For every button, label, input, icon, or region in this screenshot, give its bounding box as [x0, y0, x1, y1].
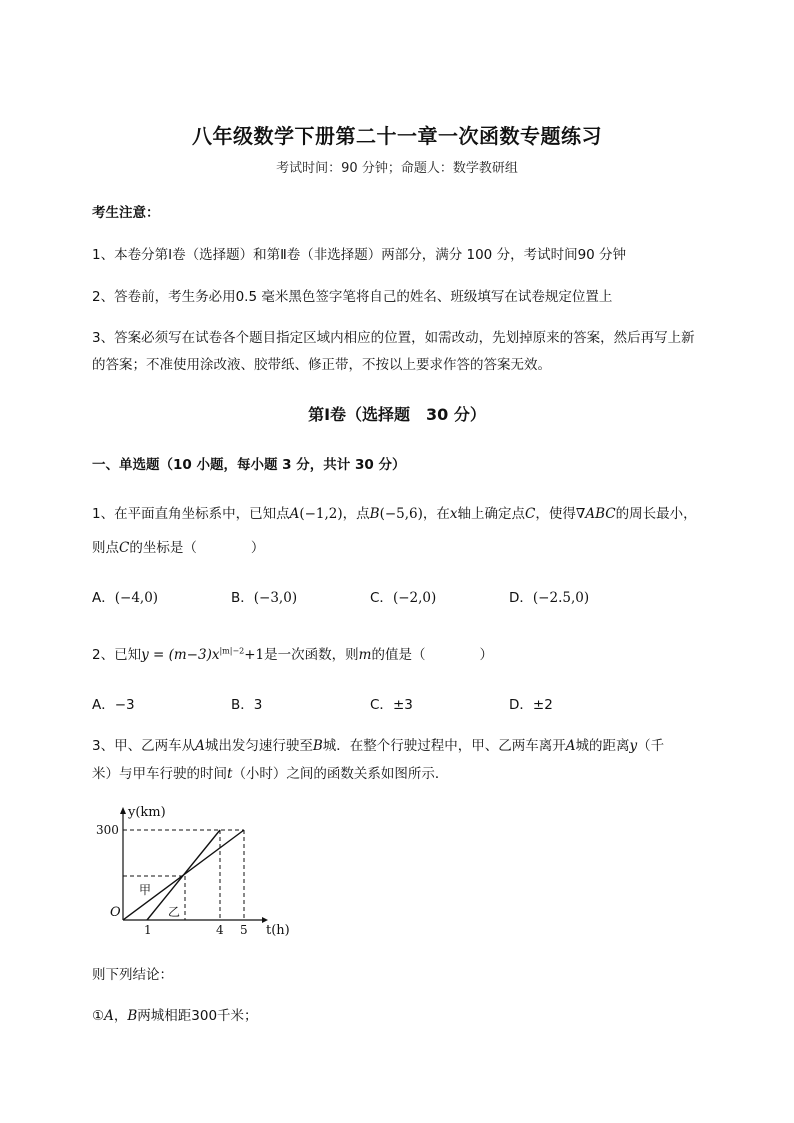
y-axis-arrow — [120, 807, 126, 814]
t-tick-5: 5 — [240, 923, 248, 937]
conclusion-city-b: B — [127, 1008, 138, 1024]
q3-city-b: B — [312, 738, 323, 754]
conclusion-text: 两城相距300千米； — [137, 1008, 258, 1024]
q3-text: 城出发匀速行驶至 — [204, 738, 313, 754]
q2-option-b[interactable]: B．3 — [231, 697, 263, 713]
question-3-line-2 — [92, 762, 448, 782]
conclusion-number: ① — [92, 1008, 105, 1024]
question-2 — [92, 643, 493, 663]
notice-item-1: 1、本卷分第Ⅰ卷（选择题）和第Ⅱ卷（非选择题）两部分，满分 100 分，考试时间90 分钟 — [92, 247, 627, 263]
conclusion-city-a: A — [104, 1008, 114, 1024]
q3-text: 3、甲、乙两车从 — [92, 738, 196, 754]
q3-var-t: t — [227, 766, 233, 782]
q2-expression-tail: +1 — [244, 647, 265, 663]
q3-text: 城．在整个行驶过程中，甲、乙两车离开 — [322, 738, 566, 754]
distance-time-graph — [92, 802, 302, 942]
q2-text: 2、已知 — [92, 647, 142, 663]
q2-expression: y = (m−3)x — [141, 647, 220, 663]
section-title: 第Ⅰ卷（选择题 30 分） — [308, 405, 486, 424]
conclusion-text: ， — [113, 1008, 128, 1024]
q1-text: ，点 — [342, 506, 370, 522]
question-3-line-1 — [92, 734, 664, 754]
q3-text: （小时）之间的函数关系如图所示． — [232, 766, 449, 782]
y-tick-300: 300 — [96, 823, 119, 837]
notice-item-2: 2、答卷前，考生务必用0.5 毫米黑色签字笔将自己的姓名、班级填写在试卷规定位置上 — [92, 289, 613, 305]
q1-text: ，在 — [422, 506, 450, 522]
q1-coord-b: (−5,6) — [379, 506, 423, 522]
question-1-line-2 — [92, 536, 264, 556]
q3-text: 米）与甲车行驶的时间 — [92, 766, 227, 782]
notice-heading: 考生注意： — [92, 205, 160, 221]
q3-text: （千 — [637, 738, 665, 754]
q1-text: 的坐标是（ ） — [129, 540, 265, 556]
q2-text: 的值是（ ） — [371, 647, 493, 663]
q1-coord-a: (−1,2) — [299, 506, 343, 522]
q1-point-c: C — [119, 540, 130, 556]
q1-point-a: A — [289, 506, 300, 522]
q1-text: 的周长最小， — [615, 506, 697, 522]
q3-city-a: A — [195, 738, 205, 754]
yi-label: 乙 — [168, 905, 181, 919]
y-axis-label: y(km) — [128, 805, 166, 820]
q3-text: 城的距离 — [575, 738, 630, 754]
q1-option-c[interactable]: C．(−2,0) — [370, 590, 437, 606]
jia-label: 甲 — [139, 883, 152, 897]
q2-option-a[interactable]: A．−3 — [92, 697, 135, 713]
t-tick-4: 4 — [216, 923, 224, 937]
q1-option-b[interactable]: B．(−3,0) — [231, 590, 298, 606]
q1-text: 1、在平面直角坐标系中，已知点 — [92, 506, 290, 522]
q3-city-a: A — [565, 738, 576, 754]
t-tick-1: 1 — [144, 923, 152, 937]
conclusion-1 — [92, 1004, 258, 1024]
q1-point-c: C — [525, 506, 536, 522]
q2-option-c[interactable]: C．±3 — [370, 697, 413, 713]
q2-text: 是一次函数，则 — [264, 647, 359, 663]
t-axis-label: t(h) — [266, 923, 290, 938]
part-heading: 一、单选题（10 小题，每小题 3 分，共计 30 分） — [92, 457, 406, 473]
q1-triangle: ∇ABC — [575, 506, 616, 522]
yi-line — [147, 830, 220, 920]
conclusion-intro: 则下列结论： — [92, 967, 173, 983]
q2-var-m: m — [358, 647, 372, 663]
q2-exponent: |m|−2 — [219, 646, 245, 656]
question-1-line-1 — [92, 502, 697, 522]
notice-item-3-line-1: 3、答案必须写在试卷各个题目指定区域内相应的位置，如需改动，先划掉原来的答案，然后再写上新 — [92, 330, 695, 346]
notice-item-3-line-2: 的答案；不准使用涂改液、胶带纸、修正带，不按以上要求作答的答案无效。 — [92, 357, 551, 373]
q1-text: ，使得 — [535, 506, 576, 522]
q1-option-a[interactable]: A．(−4,0) — [92, 590, 159, 606]
q1-option-d[interactable]: D．(−2.5,0) — [509, 590, 590, 606]
page-title: 八年级数学下册第二十一章一次函数专题练习 — [192, 124, 602, 148]
q1-text: 则点 — [92, 540, 119, 556]
q1-var-x: x — [449, 506, 458, 522]
q2-option-d[interactable]: D．±2 — [509, 697, 553, 713]
q3-var-y: y — [629, 738, 638, 754]
q1-text: 轴上确定点 — [457, 506, 526, 522]
exam-info: 考试时间：90 分钟；命题人：数学教研组 — [276, 161, 518, 176]
origin-label: O — [110, 905, 121, 920]
q1-point-b: B — [369, 506, 380, 522]
